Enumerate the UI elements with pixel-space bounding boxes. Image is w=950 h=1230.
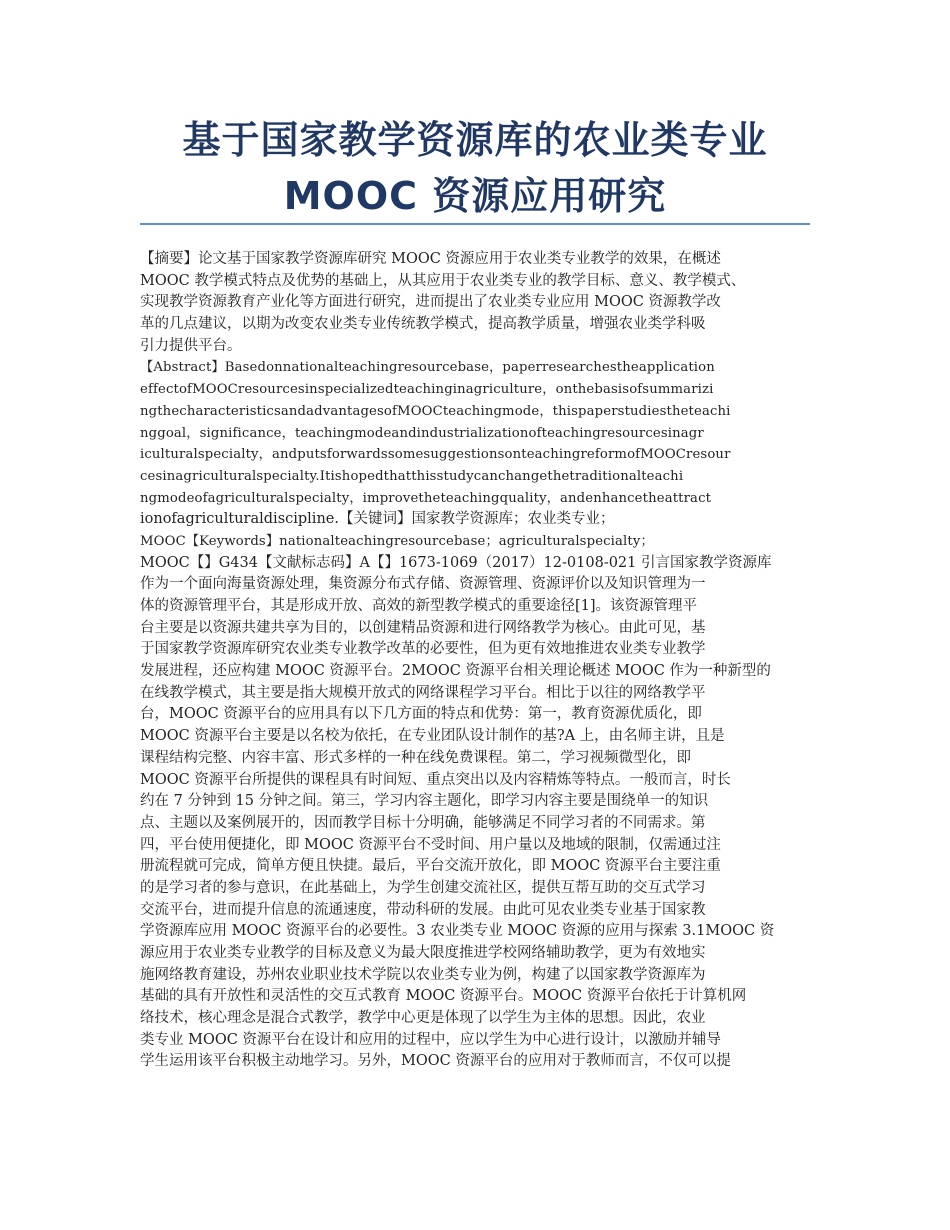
- body-line: 作为一个面向海量资源处理，集资源分布式存储、资源管理、资源评价以及知识管理为一: [140, 576, 706, 593]
- body-line: 册流程就可完成，简单方便且快捷。最后，平台交流开放化，即 MOOC 资源平台主要注重: [140, 858, 721, 875]
- body-line: 类专业 MOOC 资源平台在设计和应用的过程中，应以学生为中心进行设计，以激励并辅导: [140, 1031, 721, 1048]
- body-line: 四，平台使用便捷化，即 MOOC 资源平台不受时间、用户量以及地域的限制，仅需通过注: [140, 836, 721, 853]
- body-line: 台，MOOC 资源平台的应用具有以下几方面的特点和优势：第一，教育资源优质化，即: [140, 706, 702, 723]
- body-line: 络技术，核心理念是混合式教学，教学中心更是体现了以学生为主体的思想。因此，农业: [140, 1010, 706, 1027]
- body-line: 学生运用该平台积极主动地学习。另外，MOOC 资源平台的应用对于教师而言，不仅可以提: [140, 1053, 731, 1070]
- document-title: [140, 112, 810, 224]
- body-line: 课程结构完整、内容丰富、形式多样的一种在线免费课程。第二，学习视频微型化，即: [140, 749, 691, 766]
- body-line: ngmodeofagriculturalspecialty，improvetheteachingquality，andenhancetheattract: [140, 490, 712, 506]
- body-line: 约在 7 分钟到 15 分钟之间。第三，学习内容主题化，即学习内容主要是围绕单一的知识: [140, 793, 709, 810]
- body-line: MOOC【Keywords】nationalteachingresourcebase；agriculturalspecialty；: [140, 533, 654, 549]
- body-line: ionofagriculturaldiscipline.【关键词】国家教学资源库；农业类专业；: [140, 511, 615, 528]
- body-line: 【摘要】论文基于国家教学资源库研究 MOOC 资源应用于农业类专业教学的效果，在概述: [140, 251, 721, 267]
- body-line: 【Abstract】Basedonnationalteachingresourcebase，paperresearchestheapplication: [140, 360, 715, 376]
- body-line: ngthecharacteristicsandadvantagesofMOOCteachingmode，thispaperstudiestheteachi: [140, 403, 731, 419]
- body-line: 的是学习者的参与意识，在此基础上，为学生创建交流社区，提供互帮互助的交互式学习: [140, 879, 706, 896]
- title-line-1: 基于国家教学资源库的农业类专业: [182, 118, 768, 162]
- body-line: 点、主题以及案例展开的，因而教学目标十分明确，能够满足不同学习者的不同需求。第: [140, 814, 706, 831]
- body-line: 施网络教育建设，苏州农业职业技术学院以农业类专业为例，构建了以国家教学资源库为: [140, 966, 706, 983]
- body-line: MOOC 资源平台主要是以名校为依托，在专业团队设计制作的基?A 上，由名师主讲，且是: [140, 728, 725, 745]
- body-line: 实现教学资源教育产业化等方面进行研究，进而提出了农业类专业应用 MOOC 资源教学改: [140, 294, 721, 311]
- body-line: effectofMOOCresourcesinspecializedteachinginagriculture，onthebasisofsummarizi: [140, 382, 714, 398]
- body-line: 台主要是以资源共建共享为目的，以创建精品资源和进行网络教学为核心。由此可见，基: [140, 619, 706, 636]
- body-line: 于国家教学资源库研究农业类专业教学改革的必要性，但为更有效地推进农业类专业教学: [140, 641, 706, 658]
- body-line: 学资源库应用 MOOC 资源平台的必要性。3 农业类专业 MOOC 资源的应用与探索 3.1MOOC 资: [140, 923, 775, 940]
- body-line: nggoal，significance，teachingmodeandindustrializationofteachingresourcesinagr: [140, 425, 704, 441]
- title-divider: [140, 223, 810, 225]
- body-line: 基础的具有开放性和灵活性的交互式教育 MOOC 资源平台。MOOC 资源平台依托于计算机网: [140, 988, 747, 1005]
- body-line: 体的资源管理平台，其是形成开放、高效的新型教学模式的重要途径[1]。该资源管理平: [140, 598, 698, 614]
- body-line: 发展进程，还应构建 MOOC 资源平台。2MOOC 资源平台相关理论概述 MOOC 作为一种新型的: [140, 663, 771, 680]
- title-line-2: MOOC 资源应用研究: [283, 174, 667, 218]
- body-line: 革的几点建议，以期为改变农业类专业传统教学模式，提高教学质量，增强农业类学科吸: [140, 316, 706, 333]
- document-body: [140, 249, 810, 1073]
- body-line: 交流平台，进而提升信息的流通速度，带动科研的发展。由此可见农业类专业基于国家教: [140, 901, 706, 918]
- body-line: 源应用于农业类专业教学的目标及意义为最大限度推进学校网络辅助教学，更为有效地实: [140, 945, 706, 961]
- body-line: iculturalspecialty，andputsforwardssomesuggestionsonteachingreformofMOOCresour: [140, 447, 731, 463]
- body-line: MOOC【】G434【文献标志码】A【】1673-1069（2017）12-0108-021 引言国家教学资源库: [140, 554, 772, 571]
- body-line: MOOC 教学模式特点及优势的基础上，从其应用于农业类专业的教学目标、意义、教学模式、: [140, 272, 746, 289]
- body-line: cesinagriculturalspecialty.Itishopedthatthisstudycanchangethetraditionalteachi: [140, 468, 684, 484]
- body-line: 在线教学模式，其主要是指大规模开放式的网络课程学习平台。相比于以往的网络教学平: [140, 684, 706, 701]
- body-line: MOOC 资源平台所提供的课程具有时间短、重点突出以及内容精炼等特点。一般而言，时长: [140, 771, 731, 788]
- body-line: 引力提供平台。: [140, 337, 242, 354]
